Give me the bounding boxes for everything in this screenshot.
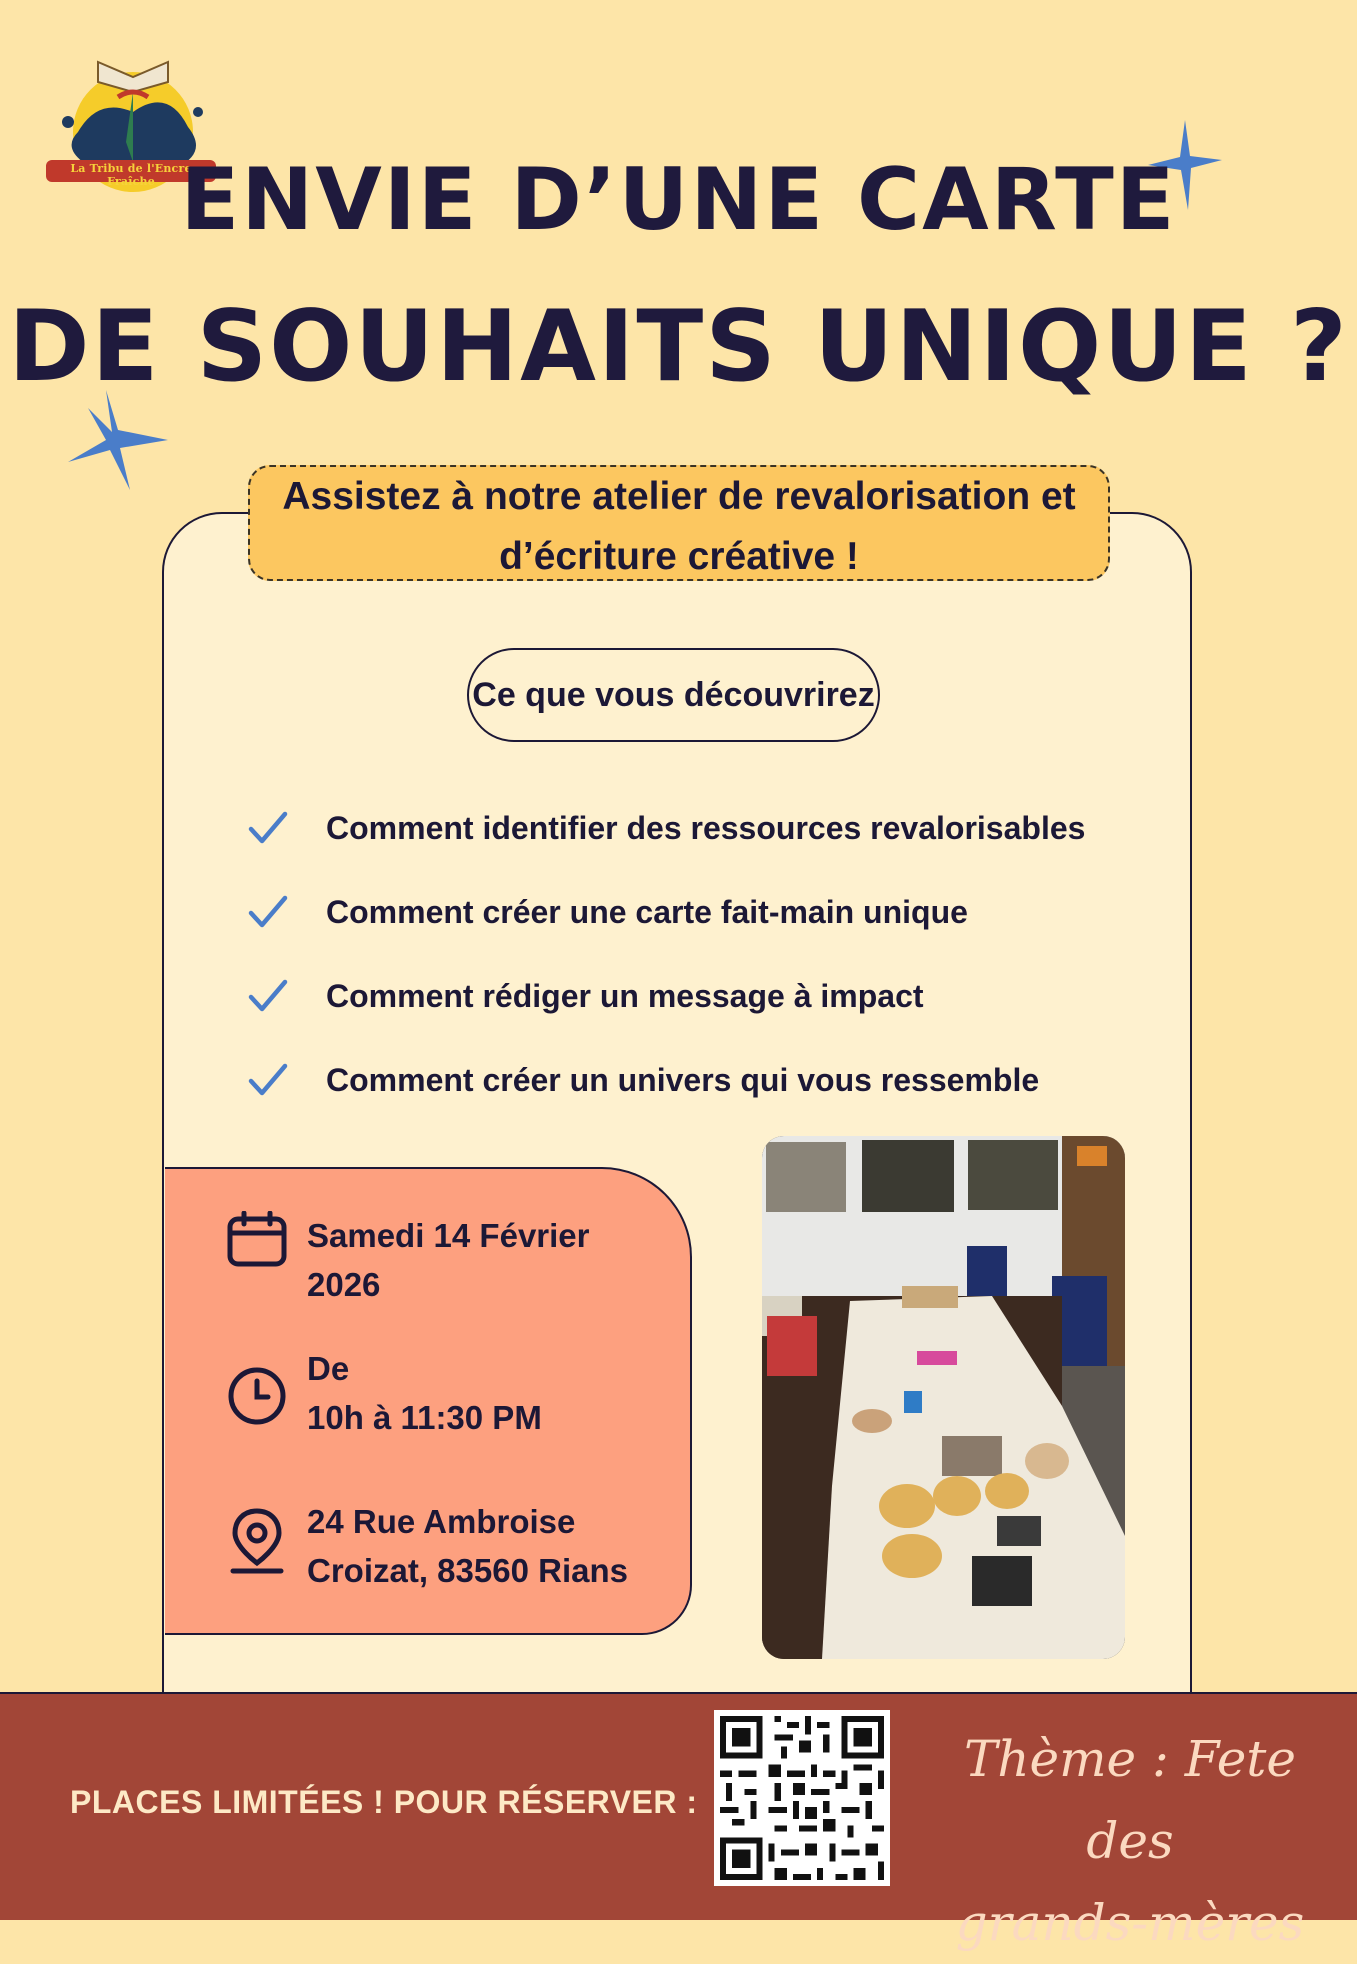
date-line-2: 2026 — [307, 1266, 381, 1303]
time-line-2: 10h à 11:30 PM — [307, 1399, 542, 1436]
logo-label: La Tribu de l'Encre Fraîche — [70, 162, 192, 188]
date-line-1: Samedi 14 Février — [307, 1217, 590, 1254]
workshop-photo — [762, 1136, 1125, 1659]
feature-text: Comment identifier des ressources revalorisables — [326, 809, 1086, 846]
list-item — [248, 786, 1148, 870]
check-icon — [248, 811, 326, 845]
section-label: Ce que vous découvrirez — [467, 648, 880, 742]
feature-text: Comment rédiger un message à impact — [326, 977, 924, 1014]
qr-code[interactable] — [714, 1710, 890, 1886]
page-title-line-2: DE SOUHAITS UNIQUE ? — [8, 290, 1349, 404]
feature-text: Comment créer un univers qui vous ressemble — [326, 1061, 1040, 1098]
subtitle-line-2: d’écriture créative ! — [499, 535, 859, 578]
theme-text — [920, 1718, 1340, 1964]
check-icon — [248, 895, 326, 929]
clock-icon — [227, 1344, 307, 1431]
page-title-line-1: ENVIE D’UNE CARTE — [180, 150, 1177, 250]
list-item — [248, 954, 1148, 1038]
event-info — [165, 1167, 692, 1635]
location-pin-icon — [227, 1497, 307, 1580]
subtitle-banner — [248, 465, 1110, 581]
theme-line-1: Thème : Fete des — [963, 1730, 1296, 1870]
event-date — [227, 1211, 590, 1309]
check-icon — [248, 1063, 326, 1097]
reservation-label: PLACES LIMITÉES ! POUR RÉSERVER : — [70, 1784, 698, 1820]
address-line-2: Croizat, 83560 Rians — [307, 1552, 628, 1589]
address-line-1: 24 Rue Ambroise — [307, 1503, 576, 1540]
check-icon — [248, 979, 326, 1013]
event-address — [227, 1497, 628, 1595]
theme-line-2: grands-mères — [955, 1894, 1305, 1952]
feature-text: Comment créer une carte fait-main unique — [326, 893, 968, 930]
calendar-icon — [227, 1211, 307, 1272]
blue-star-icon — [68, 390, 168, 490]
subtitle-line-1: Assistez à notre atelier de revalorisation et — [282, 475, 1076, 518]
list-item — [248, 870, 1148, 954]
event-time — [227, 1344, 542, 1442]
feature-list — [248, 786, 1148, 1122]
list-item — [248, 1038, 1148, 1122]
time-line-1: De — [307, 1350, 350, 1387]
